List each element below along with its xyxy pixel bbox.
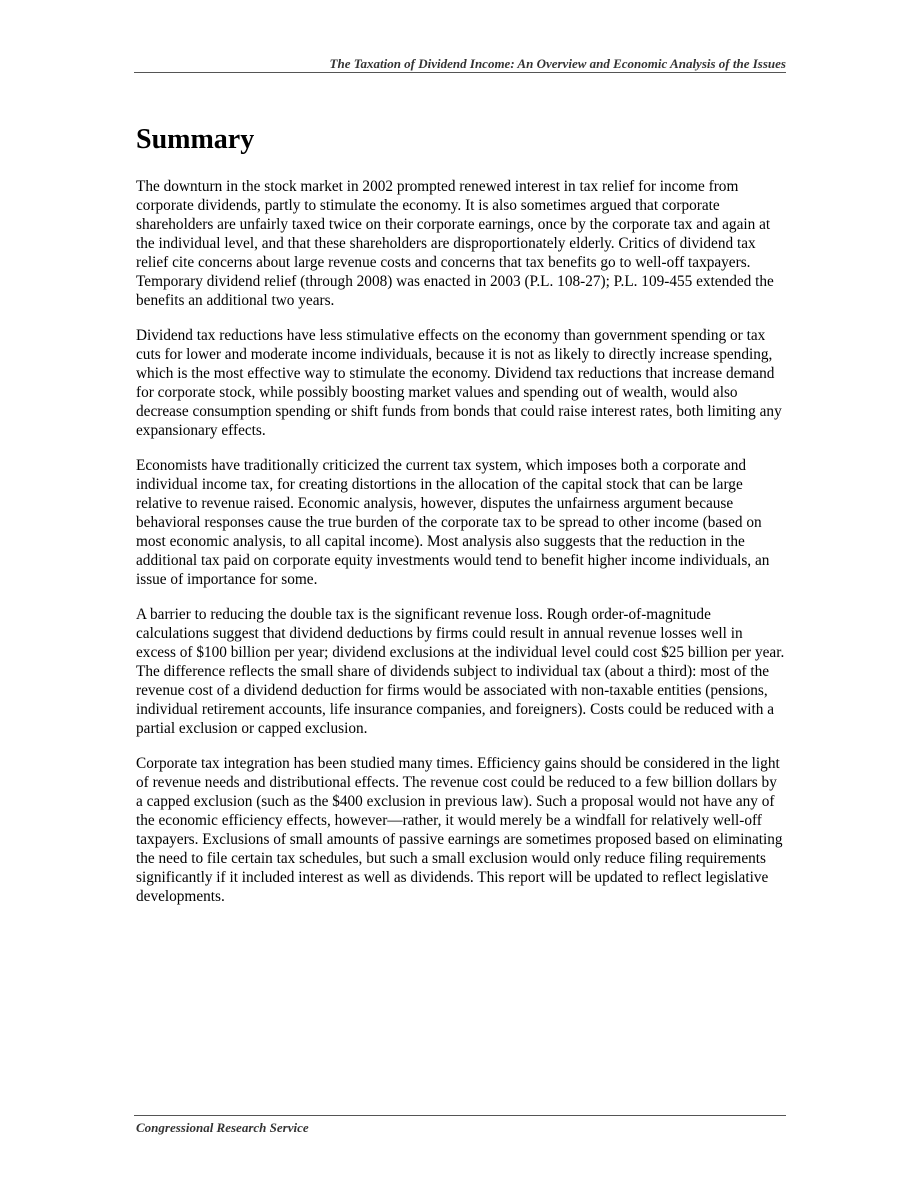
summary-paragraph-2: Dividend tax reductions have less stimulative effects on the economy than government spending or tax cuts for lower and moderate income individuals, because it is not as likely to directly increase spending, which is the most effective way to stimulate the economy. Dividend tax reductions that increase demand for corporate stock, while possibly boosting market values and spending out of wealth, would also decrease consumption spending or shift funds from bonds that could raise interest rates, both limiting any expansionary effects. [136, 327, 782, 439]
running-header: The Taxation of Dividend Income: An Overview and Economic Analysis of the Issues [329, 56, 786, 71]
summary-body [136, 177, 786, 922]
section-title: Summary [136, 124, 255, 155]
summary-paragraph-3: Economists have traditionally criticized the current tax system, which imposes both a corporate and individual income tax, for creating distortions in the allocation of the capital stock that can be large relative to revenue raised. Economic analysis, however, disputes the unfairness argument because behavioral responses cause the true burden of the corporate tax to be spread to other income (based on most economic analysis, to all capital income). Most analysis also suggests that the reduction in the additional tax paid on corporate equity investments would tend to benefit higher income individuals, an issue of importance for some. [136, 457, 770, 588]
summary-paragraph-4: A barrier to reducing the double tax is the significant revenue loss. Rough order-of-magnitude calculations suggest that dividend deductions by firms could result in annual revenue losses well in excess of $100 billion per year; dividend exclusions at the individual level could cost $25 billion per year. The difference reflects the small share of dividends subject to individual tax (about a third): most of the revenue cost of a dividend deduction for firms would be associated with non-taxable entities (pensions, individual retirement accounts, life insurance companies, and foreigners). Costs could be reduced with a partial exclusion or capped exclusion. [136, 606, 785, 737]
summary-paragraph-1: The downturn in the stock market in 2002 prompted renewed interest in tax relief for income from corporate dividends, partly to stimulate the economy. It is also sometimes argued that corporate shareholders are unfairly taxed twice on their corporate earnings, once by the corporate tax and again at the individual level, and that these shareholders are disproportionately elderly. Critics of dividend tax relief cite concerns about large revenue costs and concerns that tax benefits go to well-off taxpayers. Temporary dividend relief (through 2008) was enacted in 2003 (P.L. 108-27); P.L. 109-455 extended the benefits an additional two years. [136, 178, 774, 309]
footer-organization: Congressional Research Service [136, 1120, 309, 1135]
header-divider [134, 72, 786, 73]
summary-paragraph-5: Corporate tax integration has been studied many times. Efficiency gains should be considered in the light of revenue needs and distributional effects. The revenue cost could be reduced to a few billion dollars by a capped exclusion (such as the $400 exclusion in previous law). Such a proposal would not have any of the economic efficiency effects, however—rather, it would merely be a windfall for relatively well-off taxpayers. Exclusions of small amounts of passive earnings are sometimes proposed based on eliminating the need to file certain tax schedules, but such a small exclusion would only reduce filing requirements significantly if it included interest as well as dividends. This report will be updated to reflect legislative developments. [136, 755, 783, 905]
footer-divider [134, 1115, 786, 1116]
